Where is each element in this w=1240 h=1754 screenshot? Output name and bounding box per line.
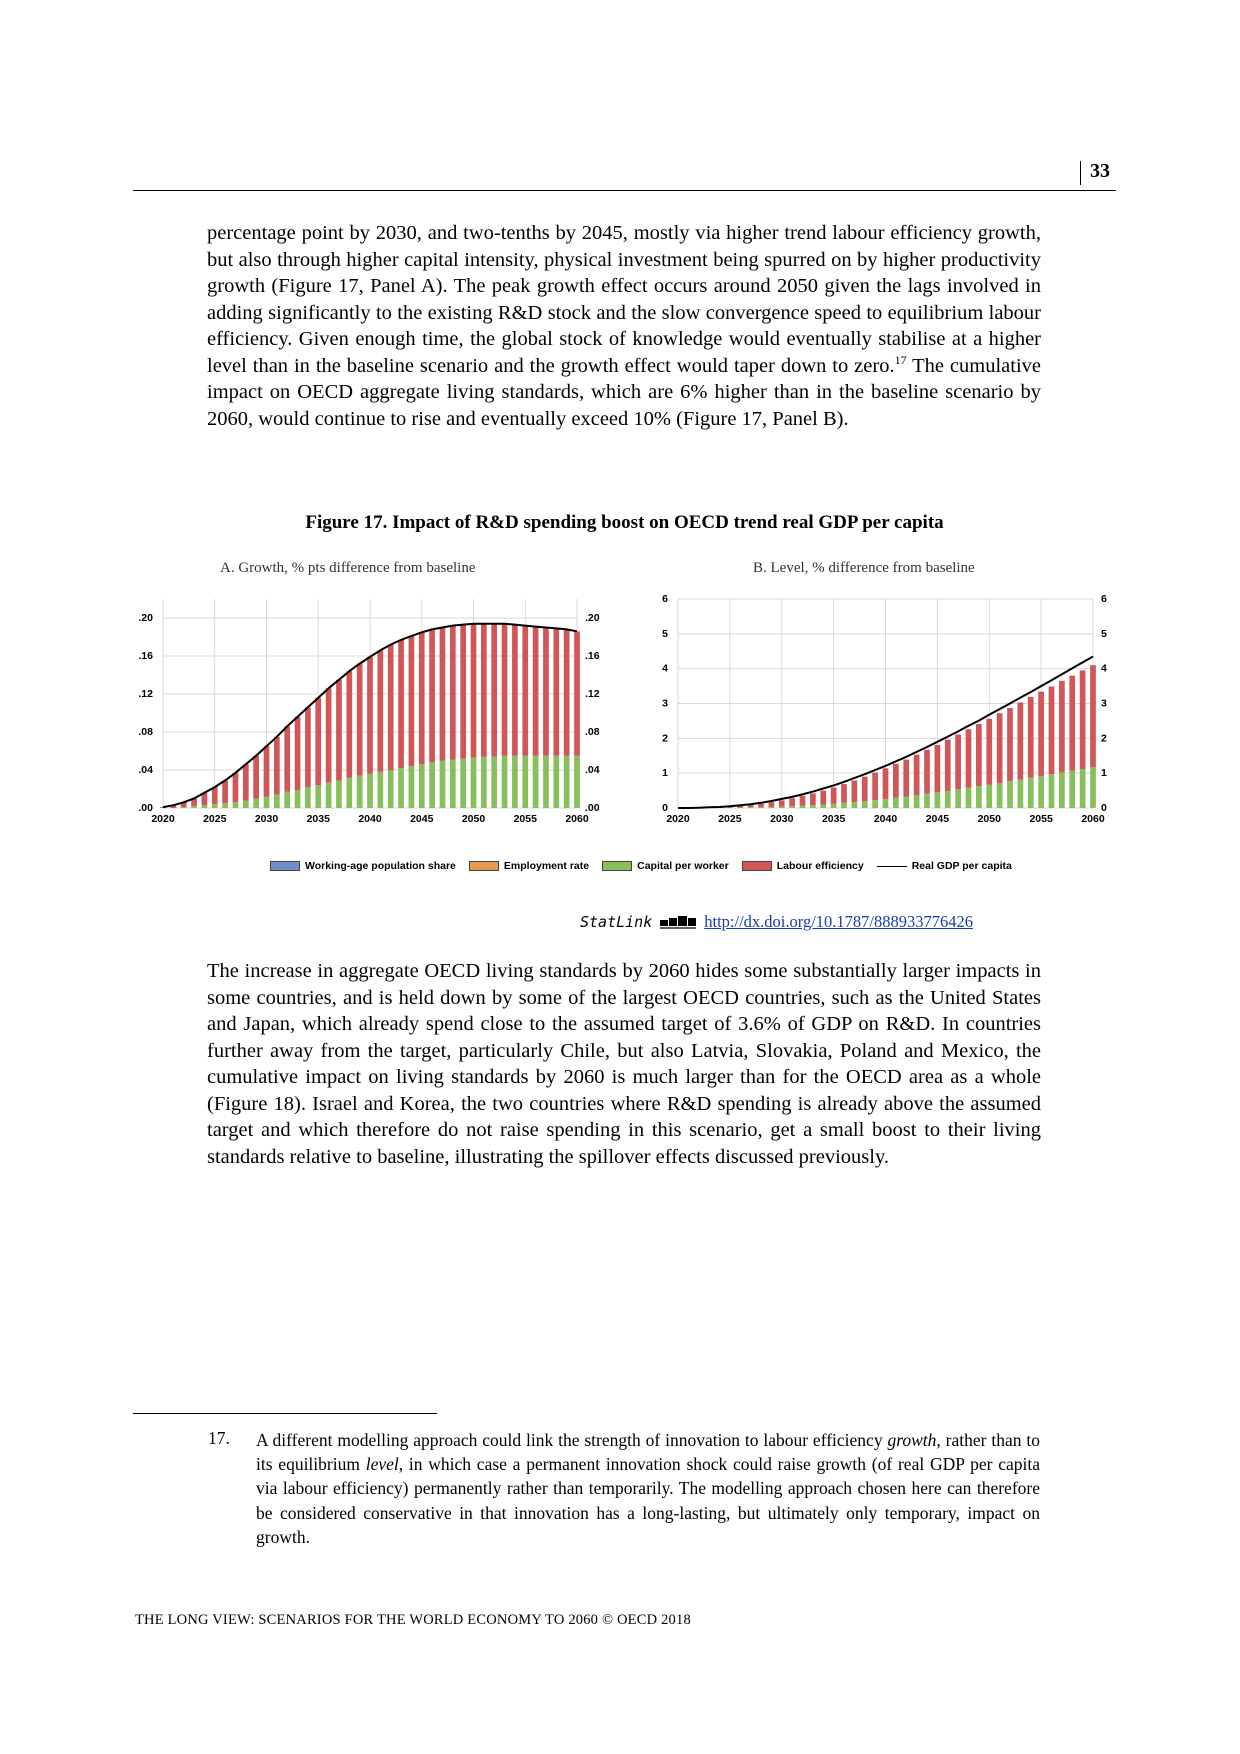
page-number: 33 [1090, 160, 1110, 182]
legend-swatch-icon [742, 861, 772, 871]
bar-capital-per-worker [800, 806, 806, 808]
bar-labour-efficiency [1090, 665, 1096, 767]
y-tick-label-right: .00 [585, 802, 600, 814]
y-tick-label-left: 1 [662, 767, 668, 780]
y-tick-label-left: 3 [662, 697, 668, 710]
bar-capital-per-worker [305, 787, 311, 808]
bar-labour-efficiency [450, 626, 456, 760]
x-tick-label: 2035 [821, 813, 846, 825]
bar-capital-per-worker [924, 794, 930, 808]
bar-labour-efficiency [512, 625, 518, 756]
bar-capital-per-worker [284, 792, 290, 808]
bar-labour-efficiency [955, 735, 961, 790]
legend-item [469, 860, 589, 872]
bar-labour-efficiency [820, 791, 826, 805]
legend-line-icon [877, 866, 907, 867]
x-tick-label: 2055 [1029, 813, 1053, 825]
bar-labour-efficiency [564, 629, 570, 755]
bar-capital-per-worker [997, 783, 1003, 808]
bar-labour-efficiency [336, 680, 342, 781]
bar-labour-efficiency [852, 780, 858, 802]
bar-labour-efficiency [945, 740, 951, 791]
legend-label: Working-age population share [305, 860, 456, 872]
bar-labour-efficiency [440, 628, 446, 761]
bar-labour-efficiency [357, 664, 363, 776]
bar-labour-efficiency [769, 802, 775, 807]
panel-a-title: A. Growth, % pts difference from baseline [220, 560, 476, 576]
bar-capital-per-worker [191, 806, 197, 808]
x-tick-label: 2055 [513, 813, 537, 825]
bar-labour-efficiency [831, 787, 837, 803]
bar-capital-per-worker [789, 806, 795, 808]
bar-capital-per-worker [831, 804, 837, 808]
y-tick-label-left: 5 [662, 627, 668, 640]
bar-labour-efficiency [295, 717, 301, 790]
bar-labour-efficiency [914, 755, 920, 795]
legend-swatch-icon [270, 861, 300, 871]
x-tick-label: 2035 [306, 813, 330, 825]
bar-labour-efficiency [491, 624, 497, 757]
y-tick-label-right: 0 [1101, 802, 1107, 814]
bar-labour-efficiency [1038, 692, 1044, 776]
bar-labour-efficiency [253, 756, 259, 799]
legend-item [877, 860, 1012, 872]
bar-capital-per-worker [574, 756, 580, 808]
bar-labour-efficiency [429, 629, 435, 762]
bar-capital-per-worker [491, 757, 497, 808]
bar-labour-efficiency [924, 750, 930, 794]
footnote-text-1: A different modelling approach could link the strength of innovation to labour efficiency [256, 1430, 888, 1450]
x-tick-label: 2050 [977, 813, 1001, 825]
bar-labour-efficiency [274, 737, 280, 795]
y-tick-label-left: 0 [662, 802, 668, 814]
bar-labour-efficiency [986, 719, 992, 785]
bar-capital-per-worker [1028, 778, 1034, 808]
bar-capital-per-worker [326, 782, 332, 808]
body-paragraph-2: The increase in aggregate OECD living standards by 2060 hides some substantially larger impacts in some countries, and is held down by some of the largest OECD countries, such as the United States and Japan, which already spend close to the assumed target of 3.6% of GDP on R&D. In countries further away from the target, particularly Chile, but also Latvia, Slovakia, Poland and Mexico, the cumulative impact on living standards by 2060 is much larger than for the OECD area as a whole (Figure 18). Israel and Korea, the two countries where R&D spending is already above the assumed target and which therefore do not raise spending in this scenario, get a small boost to their living standards relative to baseline, illustrating the spillover effects discussed previously. [207, 960, 1041, 1168]
bar-capital-per-worker [748, 807, 754, 808]
bar-capital-per-worker [419, 764, 425, 808]
bar-capital-per-worker [222, 803, 228, 808]
x-tick-label: 2045 [410, 813, 434, 825]
y-tick-label-right: 1 [1101, 767, 1107, 780]
bar-labour-efficiency [522, 626, 528, 756]
x-tick-label: 2040 [358, 813, 382, 825]
bar-labour-efficiency [976, 724, 982, 786]
legend-item [742, 860, 864, 872]
bar-labour-efficiency [903, 760, 909, 797]
bar-capital-per-worker [1049, 774, 1055, 808]
bar-labour-efficiency [1028, 697, 1034, 778]
bar-labour-efficiency [543, 628, 549, 756]
bar-labour-efficiency [810, 793, 816, 805]
x-tick-label: 2060 [565, 813, 589, 825]
x-tick-label: 2020 [151, 813, 175, 825]
bar-capital-per-worker [1090, 767, 1096, 808]
bar-capital-per-worker [315, 785, 321, 808]
bar-labour-efficiency [883, 768, 889, 799]
bar-capital-per-worker [243, 800, 249, 808]
legend-item [270, 860, 456, 872]
bar-labour-efficiency [1018, 702, 1024, 779]
bar-capital-per-worker [1059, 772, 1065, 808]
y-tick-label-right: .20 [585, 612, 600, 624]
y-tick-label-right: .16 [585, 650, 600, 662]
bar-capital-per-worker [398, 768, 404, 808]
bar-capital-per-worker [274, 795, 280, 808]
bar-capital-per-worker [955, 789, 961, 808]
bar-capital-per-worker [522, 756, 528, 808]
bar-capital-per-worker [481, 757, 487, 808]
bar-capital-per-worker [1007, 781, 1013, 808]
bar-capital-per-worker [758, 807, 764, 808]
legend-item [602, 860, 729, 872]
bar-capital-per-worker [872, 800, 878, 808]
bar-labour-efficiency [1069, 676, 1075, 771]
footnote-emphasis-level: level [365, 1454, 399, 1475]
para-1-text: percentage point by 2030, and two-tenths by 2045, mostly via higher trend labour efficiency growth, but also through higher capital intensity, physical investment being spurred on by higher productivity growth (Figure 17, Panel A). The peak growth effect occurs around 2050 given the lags involved in adding significantly to the existing R&D stock and the slow convergence speed to equilibrium labour efficiency. Given enough time, the global stock of knowledge would eventually stabilise at a higher level than in the baseline scenario and the growth effect would taper down to zero. [207, 222, 1041, 377]
bar-capital-per-worker [409, 766, 415, 808]
bar-capital-per-worker [966, 788, 972, 808]
bar-labour-efficiency [409, 636, 415, 766]
bar-labour-efficiency [460, 625, 466, 759]
bar-capital-per-worker [336, 780, 342, 808]
bar-capital-per-worker [769, 807, 775, 808]
bar-labour-efficiency [481, 624, 487, 757]
figure-title: Figure 17. Impact of R&D spending boost on OECD trend real GDP per capita [305, 512, 944, 533]
bar-capital-per-worker [564, 756, 570, 808]
bar-capital-per-worker [357, 776, 363, 808]
page-number-divider [1080, 161, 1081, 185]
bar-capital-per-worker [440, 761, 446, 809]
bar-capital-per-worker [1018, 779, 1024, 808]
y-tick-label-right: 2 [1101, 732, 1107, 745]
bar-capital-per-worker [295, 790, 301, 808]
bar-capital-per-worker [986, 785, 992, 808]
bar-capital-per-worker [935, 792, 941, 808]
page-footer: THE LONG VIEW: SCENARIOS FOR THE WORLD ECONOMY TO 2060 © OECD 2018 [135, 1612, 691, 1628]
bar-capital-per-worker [202, 805, 208, 808]
bar-labour-efficiency [388, 645, 394, 770]
y-tick-label-left: 2 [662, 732, 668, 745]
legend-label: Real GDP per capita [911, 860, 1012, 872]
bar-labour-efficiency [533, 627, 539, 756]
bar-labour-efficiency [1049, 686, 1055, 774]
bar-labour-efficiency [872, 772, 878, 800]
bar-labour-efficiency [233, 773, 239, 802]
bar-capital-per-worker [1069, 771, 1075, 808]
y-tick-label-right: .12 [585, 688, 600, 700]
y-tick-label-left: .12 [138, 688, 153, 700]
bar-capital-per-worker [810, 805, 816, 808]
bar-labour-efficiency [326, 688, 332, 782]
bar-capital-per-worker [820, 805, 826, 808]
bar-labour-efficiency [1059, 681, 1065, 773]
bar-labour-efficiency [284, 726, 290, 792]
y-tick-label-left: 6 [662, 595, 668, 605]
bar-capital-per-worker [976, 786, 982, 808]
y-tick-label-right: .08 [585, 726, 600, 738]
bar-labour-efficiency [471, 624, 477, 758]
footnote-ref-17[interactable]: 17 [894, 352, 907, 367]
footnote-rule [133, 1413, 437, 1414]
bar-capital-per-worker [264, 797, 270, 808]
bar-capital-per-worker [471, 758, 477, 808]
y-tick-label-left: 4 [662, 662, 668, 675]
y-tick-label-left: .04 [138, 764, 153, 776]
bar-capital-per-worker [502, 756, 508, 808]
bar-capital-per-worker [460, 759, 466, 808]
bar-capital-per-worker [346, 778, 352, 808]
footnote-text-3: , in which case a permanent innovation shock could raise growth (of real GDP per capita via labour efficiency) permanently rather than temporarily. The modelling approach chosen here can therefore be considered conservative in that innovation has a long-lasting, but ultimately only temporary, impact on growth. [256, 1454, 1040, 1547]
bar-labour-efficiency [574, 631, 580, 755]
bar-labour-efficiency [789, 798, 795, 806]
figure-17-charts [125, 595, 1115, 835]
legend-swatch-icon [469, 861, 499, 871]
footnote-emphasis-growth: growth [887, 1430, 937, 1450]
footnote-text-2: , rather than to its equilibrium [256, 1430, 1040, 1475]
x-tick-label: 2060 [1081, 813, 1105, 825]
y-tick-label-right: .04 [585, 764, 600, 776]
bar-capital-per-worker [543, 756, 549, 808]
bar-capital-per-worker [903, 797, 909, 808]
bar-labour-efficiency [243, 764, 249, 800]
bar-labour-efficiency [997, 713, 1003, 783]
bar-labour-efficiency [502, 624, 508, 756]
bar-labour-efficiency [212, 787, 218, 804]
bar-labour-efficiency [862, 777, 868, 801]
bar-capital-per-worker [841, 803, 847, 808]
bar-capital-per-worker [1038, 776, 1044, 808]
y-tick-label-left: .08 [138, 726, 153, 738]
y-tick-label-left: .00 [138, 802, 153, 814]
bar-labour-efficiency [1080, 670, 1086, 769]
bar-labour-efficiency [419, 632, 425, 764]
bar-labour-efficiency [378, 650, 384, 772]
y-tick-label-right: 5 [1101, 627, 1107, 640]
bar-labour-efficiency [315, 698, 321, 785]
bar-capital-per-worker [233, 802, 239, 808]
bar-capital-per-worker [450, 760, 456, 808]
bar-capital-per-worker [378, 772, 384, 808]
x-tick-label: 2040 [873, 813, 898, 825]
bar-labour-efficiency [841, 784, 847, 803]
x-tick-label: 2030 [770, 813, 794, 825]
bar-capital-per-worker [388, 770, 394, 808]
bar-labour-efficiency [893, 764, 899, 798]
y-tick-label-left: .16 [138, 650, 153, 662]
bar-labour-efficiency [553, 628, 559, 755]
bar-capital-per-worker [553, 756, 559, 808]
statlink-url-link[interactable]: http://dx.doi.org/10.1787/888933776426 [704, 912, 973, 931]
y-tick-label-right: 6 [1101, 595, 1107, 605]
bar-capital-per-worker [253, 799, 259, 809]
bar-capital-per-worker [367, 774, 373, 808]
y-tick-label-right: 4 [1101, 662, 1107, 675]
bar-capital-per-worker [212, 804, 218, 808]
bar-capital-per-worker [779, 807, 785, 808]
x-tick-label: 2025 [718, 813, 742, 825]
statlink-label: StatLink [580, 913, 653, 931]
bar-capital-per-worker [883, 799, 889, 808]
bar-capital-per-worker [429, 762, 435, 808]
bar-capital-per-worker [914, 795, 920, 808]
bar-labour-efficiency [966, 729, 972, 788]
footnote-text [256, 1428, 1040, 1549]
footnote-number: 17. [208, 1428, 230, 1448]
bar-labour-efficiency [222, 780, 228, 803]
legend-swatch-icon [602, 861, 632, 871]
bar-capital-per-worker [852, 802, 858, 808]
legend-label: Capital per worker [637, 860, 729, 872]
bar-capital-per-worker [893, 798, 899, 808]
y-tick-label-right: 3 [1101, 697, 1107, 710]
legend-label: Employment rate [503, 860, 590, 872]
statlink [580, 912, 973, 932]
x-tick-label: 2030 [254, 813, 279, 825]
x-tick-label: 2020 [666, 813, 690, 825]
bar-labour-efficiency [1007, 708, 1013, 781]
bar-labour-efficiency [264, 746, 270, 796]
bar-labour-efficiency [779, 800, 785, 806]
bar-capital-per-worker [862, 801, 868, 808]
header-rule [133, 190, 1116, 191]
y-tick-label-left: .20 [138, 612, 153, 624]
bar-labour-efficiency [367, 657, 373, 774]
bar-capital-per-worker [1080, 769, 1086, 808]
bar-capital-per-worker [533, 756, 539, 808]
para-1-text-cont: The cumulative impact on OECD aggregate living standards, which are 6% higher than in the baseline scenario by 2060, would continue to rise and eventually exceed 10% (Figure 17, Panel B). [207, 354, 1041, 430]
panel-b-title: B. Level, % difference from baseline [753, 560, 975, 576]
bar-capital-per-worker [512, 756, 518, 808]
bar-labour-efficiency [346, 671, 352, 777]
bar-capital-per-worker [181, 807, 187, 808]
x-tick-label: 2050 [461, 813, 486, 825]
x-tick-label: 2045 [925, 813, 950, 825]
body-paragraph-1 [207, 220, 1041, 432]
legend-label: Labour efficiency [776, 860, 864, 872]
bar-labour-efficiency [935, 745, 941, 792]
statlink-logo-icon [660, 915, 696, 929]
bar-capital-per-worker [945, 791, 951, 808]
chart-legend [270, 860, 1025, 872]
bar-labour-efficiency [398, 640, 404, 768]
x-tick-label: 2025 [203, 813, 227, 825]
bar-labour-efficiency [800, 796, 806, 806]
bar-labour-efficiency [305, 707, 311, 787]
